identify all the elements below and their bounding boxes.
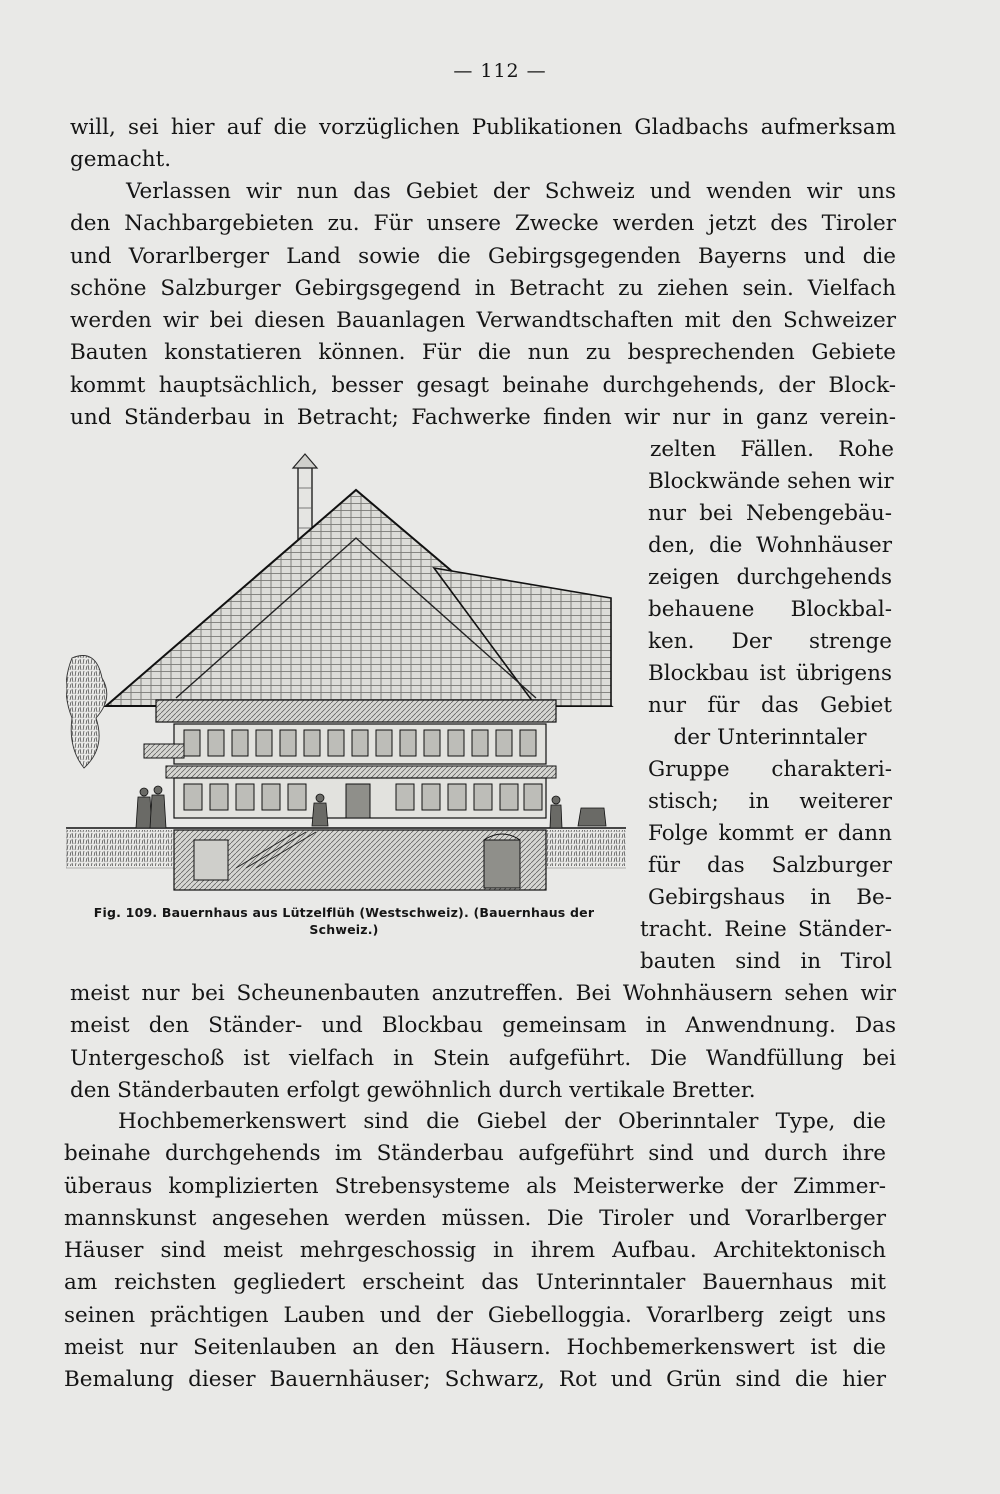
text-line: ken. Der strenge — [648, 629, 892, 654]
text-line: Bemalung dieser Bauernhäuser; Schwarz, Rot und Grün sind die hier — [64, 1367, 886, 1393]
paragraph-oberinntal-gables — [64, 1106, 886, 1397]
text-line: meist den Ständer- und Blockbau gemeinsam in Anwendnung. Das — [70, 1013, 896, 1039]
text-line: nur für das Gebiet — [648, 693, 892, 718]
text-line: schöne Salzburger Gebirgsgegend in Betracht zu ziehen sein. Vielfach — [70, 275, 896, 301]
text-line: zeigen durchgehends — [648, 565, 892, 590]
text-line: meist nur Seitenlauben an den Häusern. Hochbemerkenswert ist die — [64, 1335, 886, 1361]
text-line: am reichsten gegliedert erscheint das Unterinntaler Bauernhaus mit — [64, 1270, 886, 1296]
text-line: Folge kommt er dann — [648, 821, 892, 846]
text-line: meist nur bei Scheunenbauten anzutreffen. Bei Wohnhäusern sehen wir — [70, 981, 896, 1006]
text-line: Blockbau ist übrigens — [648, 661, 892, 686]
text-line: beinahe durchgehends im Ständerbau aufgeführt sind und durch ihre — [64, 1141, 886, 1167]
text-line: Häuser sind meist mehrgeschossig in ihrem Aufbau. Architektonisch — [64, 1238, 886, 1264]
paragraph-continuation-after-figure — [70, 978, 896, 1107]
text-line: Untergeschoß ist vielfach in Stein aufgeführt. Die Wandfüllung bei — [70, 1045, 896, 1071]
text-line: Verlassen wir nun das Gebiet der Schweiz und wenden wir uns — [126, 179, 896, 204]
text-line: kommt hauptsächlich, besser gesagt beinahe durchgehends, der Block- — [70, 372, 896, 398]
text-line: der Unterinntaler — [673, 725, 867, 750]
text-line: gemacht. — [70, 147, 172, 173]
text-line: den, die Wohnhäuser — [648, 533, 892, 558]
text-line: nur bei Nebengebäu- — [648, 501, 892, 526]
text-line: überaus komplizierten Strebensysteme als Meisterwerke der Zimmer- — [64, 1173, 886, 1199]
text-line: den Nachbargebieten zu. Für unsere Zwecke werden jetzt des Tiroler — [70, 211, 896, 237]
text-line: und Ständerbau in Betracht; Fachwerke finden wir nur in ganz verein- — [70, 405, 896, 431]
farmhouse-drawing — [66, 448, 626, 898]
text-line: seinen prächtigen Lauben und der Giebelloggia. Vorarlberg zeigt uns — [64, 1302, 886, 1328]
text-line: stisch; in weiterer — [648, 789, 892, 814]
text-line: Gebirgshaus in Be- — [648, 885, 892, 910]
text-line: will, sei hier auf die vorzüglichen Publikationen Gladbachs aufmerksam — [70, 115, 896, 140]
paragraph-neighbouring-regions — [70, 176, 896, 434]
page-number: — 112 — — [453, 60, 547, 82]
text-line: zelten Fällen. Rohe — [650, 437, 894, 462]
text-line: den Ständerbauten erfolgt gewöhnlich durch vertikale Bretter. — [70, 1077, 756, 1103]
text-line: Hochbemerkenswert sind die Giebel der Oberinntaler Type, die — [118, 1109, 886, 1134]
text-line: bauten sind in Tirol — [640, 949, 892, 974]
text-line: mannskunst angesehen werden müssen. Die Tiroler und Vorarlberger — [64, 1205, 886, 1231]
paragraph-continuation — [70, 112, 896, 177]
farmhouse-illustration — [66, 448, 626, 898]
text-line: für das Salzburger — [648, 853, 892, 878]
text-line: Bauten konstatieren können. Für die nun zu besprechenden Gebiete — [70, 340, 896, 366]
text-line: behauene Blockbal- — [648, 597, 892, 622]
figure-caption: Fig. 109. Bauernhaus aus Lützelflüh (Westschweiz). (Bauernhaus der Schweiz.) — [93, 905, 595, 937]
text-line: werden wir bei diesen Bauanlagen Verwandtschaften mit den Schweizer — [70, 308, 896, 334]
text-line: Gruppe charakteri- — [648, 757, 892, 782]
text-line: und Vorarlberger Land sowie die Gebirgsgegenden Bayerns und die — [70, 243, 896, 269]
text-line: Blockwände sehen wir — [648, 469, 894, 494]
text-line: tracht. Reine Ständer- — [640, 917, 892, 942]
